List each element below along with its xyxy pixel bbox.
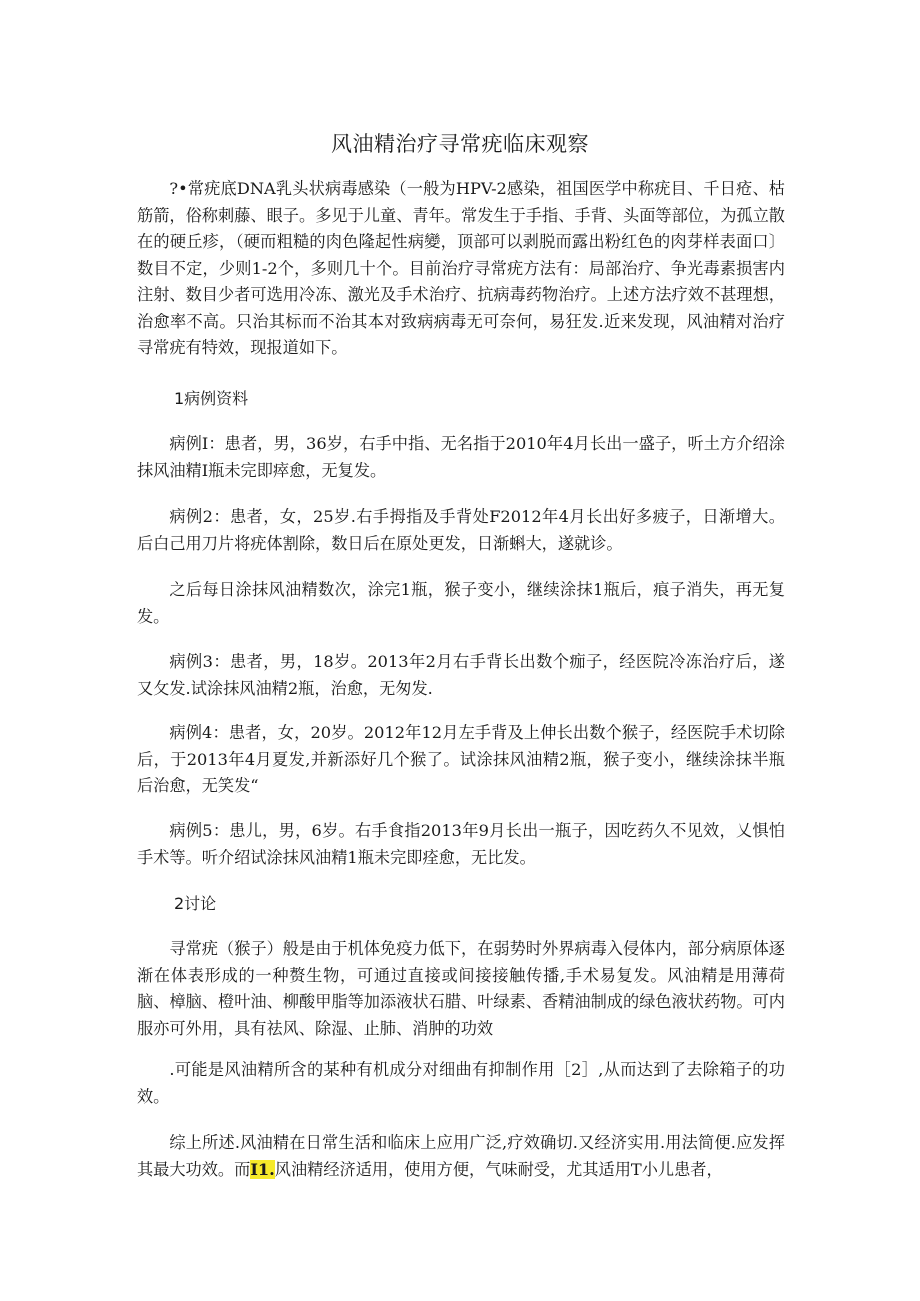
case-2-followup-paragraph: 之后每日涂抹风油精数次，涂完1瓶，猴子变小，继续涂抹1瓶后，痕子消失，再无复发。 [137, 580, 785, 626]
section-heading-cases: 1病例资料 [174, 389, 249, 408]
section-heading-discussion: 2讨论 [174, 894, 217, 913]
case-4-paragraph: 病例4：患者，女，20岁。2012年12月左手背及上伸长出数个猴子，经医院手术切除后，于2013年4月夏发,并新添好几个猴了。试涂抹风油精2瓶，猴子变小，继续涂抹半瓶后治愈，无笑发“ [137, 723, 785, 795]
discussion-paragraph-2: .可能是风油精所含的某种有机成分对细曲有抑制作用［2］,从而达到了去除箱子的功效。 [137, 1060, 785, 1106]
case-5-paragraph: 病例5：患儿，男，6岁。右手食指2013年9月长出一瓶子，因吃药久不见效，乂惧怕手术等。听介绍试涂抹风油精1瓶未完即痊愈，无比发。 [137, 821, 785, 867]
highlighted-reference-mark: I1. [250, 1159, 275, 1179]
case-3-paragraph: 病例3：患者，男，18岁。2013年2月右手背长出数个痂子，经医院冷冻治疗后，遂又攵发.试涂抹风油精2瓶，治愈，无匆发. [137, 652, 785, 698]
document-title: 风油精治疗寻常疣临床观察 [331, 132, 589, 156]
case-1-paragraph: 病例I：患者，男，36岁，右手中指、无名指于2010年4月长出一盛子，听土方介绍涂抹风油精I瓶未完即瘁愈，无复发。 [137, 434, 785, 480]
discussion-paragraph-1: 寻常疣（猴子）般是由于机体免疫力低下，在弱势时外界病毒入侵体内，部分病原体逐渐在体表形成的一种赘生物，可通过直接或间接接触传播,手术易复发。风油精是用薄荷脑、樟脑、橙叶油、柳酸甲脂等加添液状石腊、叶绿素、香精油制成的绿色液状药物。可内服亦可外用，具有祛风、除湿、止肺、消肿的功效 [137, 939, 785, 1038]
conclusion-text-b: 风油精经济适用，使用方便，气味耐受，尤其适用T小儿患者， [274, 1159, 723, 1179]
conclusion-text-a: 综上所述.风油精在日常生活和临床上应用广泛,疗效确切.又经济实用.用法简便.应发挥其最大功效。而 [137, 1133, 785, 1179]
conclusion-paragraph [137, 1130, 785, 1183]
intro-paragraph: ?•常疣底DNA乳头状病毒感染（一般为HPV-2感染，祖国医学中称疣目、千日疮、枯筋箭，俗称刺藤、眼子。多见于儿童、青年。常发生于手指、手背、头面等部位，为孤立散在的硬丘疹，（硬而粗糙的肉色隆起性病變，顶部可以剥脱而露出粉红色的肉芽样表面口〕数目不定，少则1-2个，多则几十个。目前治疗寻常疣方法有：局部治疗、争光毒素损害内注射、数目少者可选用冷冻、激光及手术治疗、抗病毒药物治疗。上述方法疗效不甚理想，治愈率不高。只治其标而不治其本对致病病毒无可奈何，易狂发.近来发现，风油精对治疗寻常疣有特效，现报道如下。 [137, 179, 785, 357]
case-2-paragraph: 病例2：患者，女，25岁.右手拇指及手背处F2012年4月长出好多疲子，日渐增大。后白己用刀片将疣体割除，数日后在原处更发，日渐蝌大，遂就诊。 [137, 507, 785, 553]
